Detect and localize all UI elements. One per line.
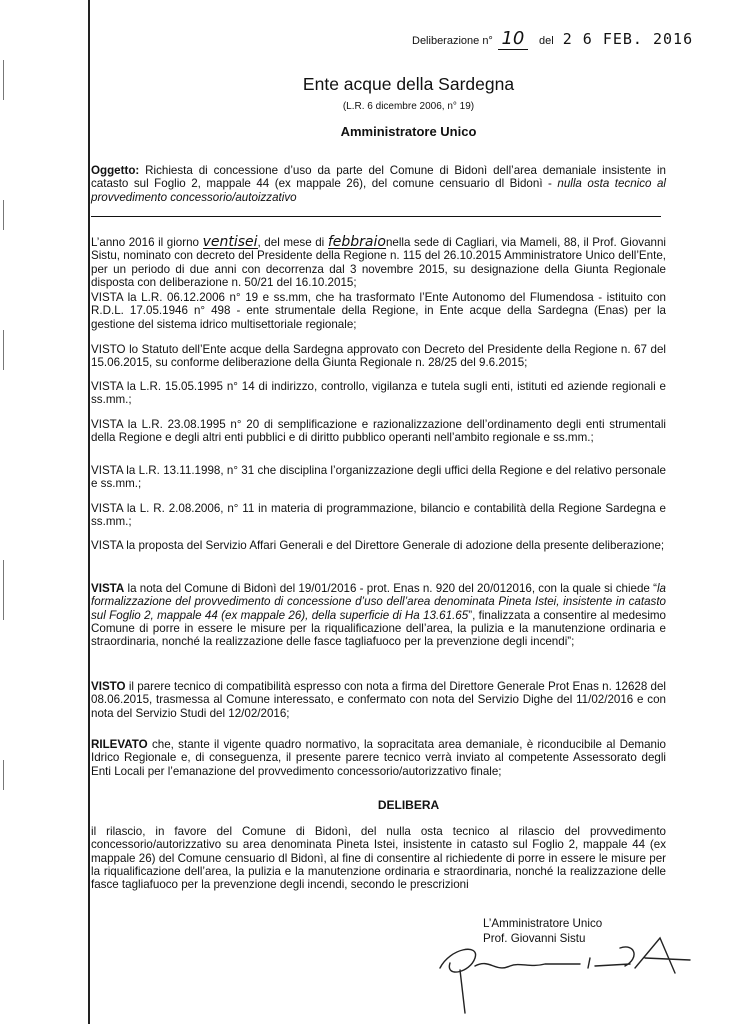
deliberation-label: Deliberazione n° bbox=[412, 35, 493, 47]
scan-edge-mark bbox=[3, 560, 4, 620]
vista-text: VISTA la L.R. 13.11.1998, n° 31 che disciplina l’organizzazione degli uffici della Regione e del relativo personale e ss.mm.; bbox=[91, 464, 666, 491]
scan-edge-mark bbox=[3, 200, 4, 230]
vista-text: VISTA la L.R. 06.12.2006 n° 19 e ss.mm, che ha trasformato l’Ente Autonomo del Flumendosa - istituito con R.D.L. 17.05.1946 n° 498 - ente strumentale della Regione, in Ente acque della Sardegna (Enas) per la gestione del sistema idrico multisettoriale regionale; bbox=[91, 291, 666, 331]
opening-paragraph bbox=[91, 236, 666, 289]
scan-edge-mark bbox=[3, 760, 4, 790]
vista-item bbox=[91, 502, 666, 529]
handwritten-day: ventisei bbox=[202, 234, 258, 250]
date-label: del bbox=[538, 35, 554, 47]
vista-text: VISTA la L.R. 15.05.1995 n° 14 di indirizzo, controllo, vigilanza e tutela sugli enti, istituti ed aziende regionali e ss.mm.; bbox=[91, 380, 666, 407]
oggetto-italic: nulla osta tecnico al provvedimento concessorio/autoizzativo bbox=[91, 177, 666, 204]
scan-edge-mark bbox=[3, 330, 4, 370]
page-margin-line bbox=[88, 0, 90, 1024]
document-role: Amministratore Unico bbox=[340, 124, 477, 139]
vista-nota-text-2: ”, finalizzata a consentire al medesimo Comune di porre in essere le misure per la riqualificazione dell’area, la pulizia e la manutenzione ordinaria e straordinaria, nonché la realizzazione delle fasce tagliafuoco per la prevenzione degli incendi”; bbox=[91, 608, 666, 649]
section-divider bbox=[91, 216, 661, 217]
opening-text-2: , del mese di bbox=[257, 236, 325, 249]
vista-item bbox=[91, 291, 666, 331]
visto-parere-paragraph bbox=[91, 680, 666, 720]
vista-text: VISTA la proposta del Servizio Affari Generali e del Direttore Generale di adozione della presente deliberazione; bbox=[91, 539, 665, 552]
rilevato-paragraph bbox=[91, 738, 666, 778]
oggetto-label: Oggetto: bbox=[91, 164, 140, 177]
delibera-paragraph bbox=[91, 825, 666, 891]
opening-text-1: L’anno 2016 il giorno bbox=[91, 236, 200, 249]
vista-nota-text-1: la nota del Comune di Bidonì del 19/01/2016 - prot. Enas n. 920 del 20/012016, con la quale si chiede “ bbox=[124, 582, 657, 595]
opening-text-3: nella sede di Cagliari, via Mameli, 88, il Prof. Giovanni Sistu, nominato con decreto del Presidente della Regione n. 115 del 26.10.2015 Amministratore Unico dell’Ente, per un periodo di due anni con decorrenza dal 3 novembre 2015, su designazione della Giunta Regionale disposta con deliberazione n. 50/21 del 16.10.2015; bbox=[91, 236, 667, 289]
vista-nota-paragraph bbox=[91, 582, 666, 648]
delibera-text: il rilascio, in favore del Comune di Bidonì, del nulla osta tecnico al rilascio del provvedimento concessorio/autorizzativo su area denominata Pineta Istei, insistente in catasto sul Foglio 2, mappale 44 (ex mappale 26) del Comune censuario dl Bidonì, al fine di consentire al richiedente di porre in essere le misure per la riqualificazione dell’area, la pulizia e la manutenzione ordinaria e straordinaria, nonché la realizzazione delle fasce tagliafuoco per la prevenzione degli incendi, secondo le prescrizioni bbox=[91, 825, 666, 892]
document-title: Ente acque della Sardegna bbox=[302, 74, 515, 94]
signature-name: Prof. Giovanni Sistu bbox=[483, 932, 586, 945]
vista-text: VISTA la L.R. 23.08.1995 n° 20 di semplificazione e razionalizzazione dell’ordinamento degli enti strumentali della Regione e degli altri enti pubblici e di diritto pubblico operanti nell’ambito regionale e ss.mm.; bbox=[91, 418, 666, 445]
vista-nota-quote: la formalizzazione del provvedimento di concessione d’uso dell’area denominata Pineta Istei, insistente in catasto sul Foglio 2, mappale 44 (ex mappale 26), della superficie di Ha 13.61.65 bbox=[91, 582, 666, 622]
rilevato-label: RILEVATO bbox=[91, 738, 148, 751]
visto-parere-text: il parere tecnico di compatibilità espresso con nota a firma del Direttore Generale Prot Enas n. 12628 del 08.06.2015, trasmessa al Comune interessato, e confermato con nota del Servizio Dighe del 11/02/2016 e con nota del Servizio Studi del 12/02/2016; bbox=[91, 680, 666, 720]
visto-parere-label: VISTO bbox=[91, 680, 126, 693]
vista-item bbox=[91, 343, 666, 370]
deliberation-number: 10 bbox=[498, 28, 528, 50]
rilevato-text: che, stante il vigente quadro normativo, la sopracitata area demaniale, è riconducibile al Demanio Idrico Regionale e, di conseguenza, il presente parere tecnico verrà inviato al competente Assessorato degli Enti Locali per l’emanazione del provvedimento concessorio/autorizzativo finale; bbox=[91, 738, 666, 778]
vista-item bbox=[91, 418, 666, 445]
deliberation-date-stamp: 2 6 FEB. 2016 bbox=[562, 30, 694, 48]
vista-item bbox=[91, 539, 666, 552]
vista-nota-label: VISTA bbox=[91, 582, 125, 595]
vista-text: VISTO lo Statuto dell’Ente acque della Sardegna approvato con Decreto del Presidente della Regione n. 67 del 15.06.2015, su conforme deliberazione della Giunta Regionale n. 28/25 del 9.6.2015; bbox=[91, 343, 666, 370]
vista-text: VISTA la L. R. 2.08.2006, n° 11 in materia di programmazione, bilancio e contabilità della Regione Sardegna e ss.mm.; bbox=[91, 502, 666, 529]
vista-item bbox=[91, 464, 666, 491]
document-subtitle: (L.R. 6 dicembre 2006, n° 19) bbox=[342, 101, 475, 112]
oggetto-text: Richiesta di concessione d’uso da parte del Comune di Bidonì dell’area demaniale insistente in catasto sul Foglio 2, mappale 44 (ex mappale 26), del comune censuario dl Bidonì - bbox=[91, 164, 666, 191]
delibera-heading: DELIBERA bbox=[377, 798, 440, 812]
oggetto-section bbox=[91, 164, 666, 204]
handwritten-signature bbox=[420, 928, 700, 1023]
deliberation-header bbox=[412, 28, 693, 50]
signature-role: L’Amministratore Unico bbox=[483, 917, 603, 930]
handwritten-month: febbraio bbox=[327, 234, 386, 250]
vista-item bbox=[91, 380, 666, 407]
